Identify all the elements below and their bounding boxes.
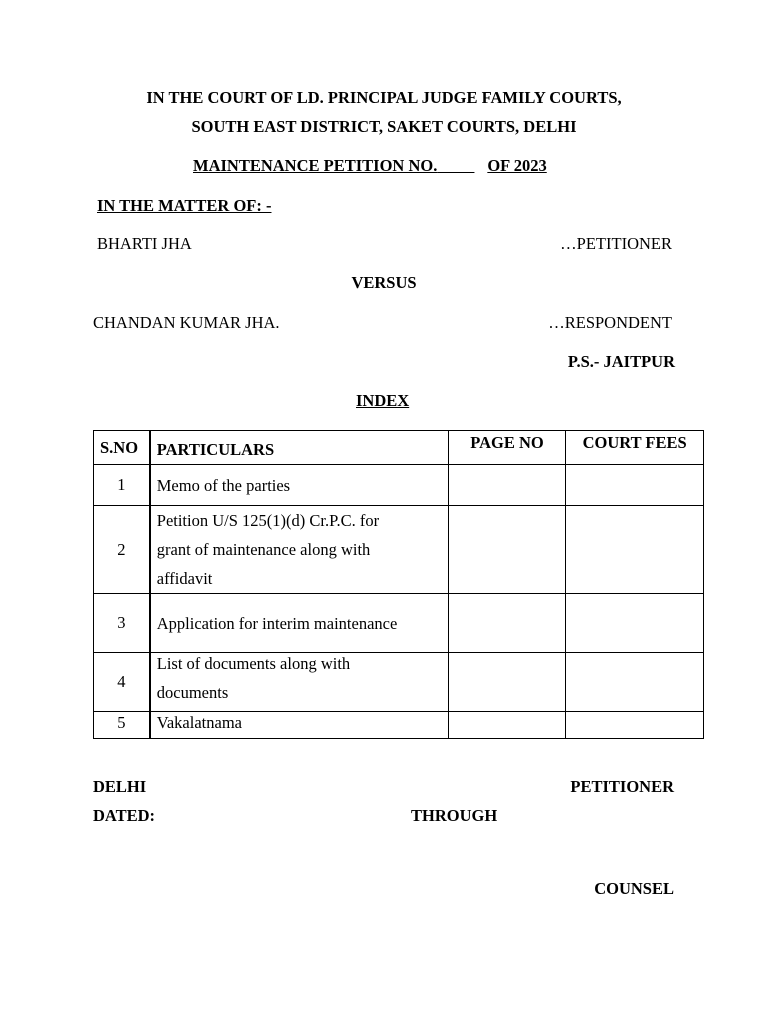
petition-number-prefix: MAINTENANCE PETITION NO. — [193, 156, 438, 175]
court-title-line1: IN THE COURT OF LD. PRINCIPAL JUDGE FAMILY COURTS, — [146, 88, 622, 107]
petitioner-signature-label: PETITIONER — [570, 777, 674, 796]
row-sno: 5 — [94, 712, 150, 739]
place-label: DELHI — [93, 777, 147, 796]
respondent-role: …RESPONDENT — [548, 313, 672, 332]
row-sno: 2 — [94, 506, 150, 594]
row-court-fees — [566, 594, 704, 653]
petition-number-blank — [437, 156, 487, 176]
row-page-no — [448, 465, 566, 506]
row-page-no — [448, 712, 566, 739]
table-row — [94, 506, 704, 594]
particulars-line: documents — [156, 683, 229, 702]
particulars-line: affidavit — [156, 569, 213, 588]
police-station: P.S.- JAITPUR — [567, 352, 675, 371]
court-title-line2: SOUTH EAST DISTRICT, SAKET COURTS, DELHI — [191, 117, 577, 136]
particulars-line: Application for interim maintenance — [156, 613, 398, 633]
particulars-line: grant of maintenance along with — [156, 540, 371, 559]
counsel-label: COUNSEL — [594, 879, 674, 898]
particulars-line: List of documents along with — [156, 654, 351, 673]
row-sno: 3 — [94, 594, 150, 653]
row-court-fees — [566, 506, 704, 594]
row-particulars — [150, 653, 448, 712]
column-header-particulars: PARTICULARS — [150, 431, 448, 465]
petition-number-year: OF 2023 — [487, 156, 547, 175]
dated-label: DATED: — [93, 806, 156, 825]
table-row — [94, 712, 704, 739]
petitioner-name: BHARTI JHA — [97, 234, 192, 253]
versus-label: VERSUS — [351, 273, 417, 292]
respondent-name: CHANDAN KUMAR JHA. — [93, 313, 280, 332]
row-court-fees — [566, 712, 704, 739]
row-sno: 1 — [94, 465, 150, 506]
row-page-no — [448, 594, 566, 653]
column-header-court-fees: COURT FEES — [566, 431, 704, 465]
table-row — [94, 594, 704, 653]
particulars-line: Petition U/S 125(1)(d) Cr.P.C. for — [156, 511, 380, 530]
row-page-no — [448, 653, 566, 712]
row-particulars — [150, 712, 448, 739]
column-header-page-no: PAGE NO — [448, 431, 566, 465]
row-court-fees — [566, 653, 704, 712]
through-label: THROUGH — [411, 806, 498, 825]
row-particulars — [150, 594, 448, 653]
particulars-line: Memo of the parties — [156, 475, 291, 495]
row-particulars — [150, 506, 448, 594]
petitioner-role: …PETITIONER — [560, 234, 672, 253]
row-sno: 4 — [94, 653, 150, 712]
matter-heading: IN THE MATTER OF: - — [97, 196, 272, 215]
table-row — [94, 465, 704, 506]
index-header-row — [94, 431, 704, 465]
row-page-no — [448, 506, 566, 594]
petition-number — [193, 156, 547, 176]
index-table — [93, 430, 704, 739]
table-row — [94, 653, 704, 712]
row-court-fees — [566, 465, 704, 506]
particulars-line: Vakalatnama — [156, 713, 242, 732]
index-title: INDEX — [356, 391, 410, 410]
column-header-sno: S.NO — [94, 431, 150, 465]
row-particulars — [150, 465, 448, 506]
